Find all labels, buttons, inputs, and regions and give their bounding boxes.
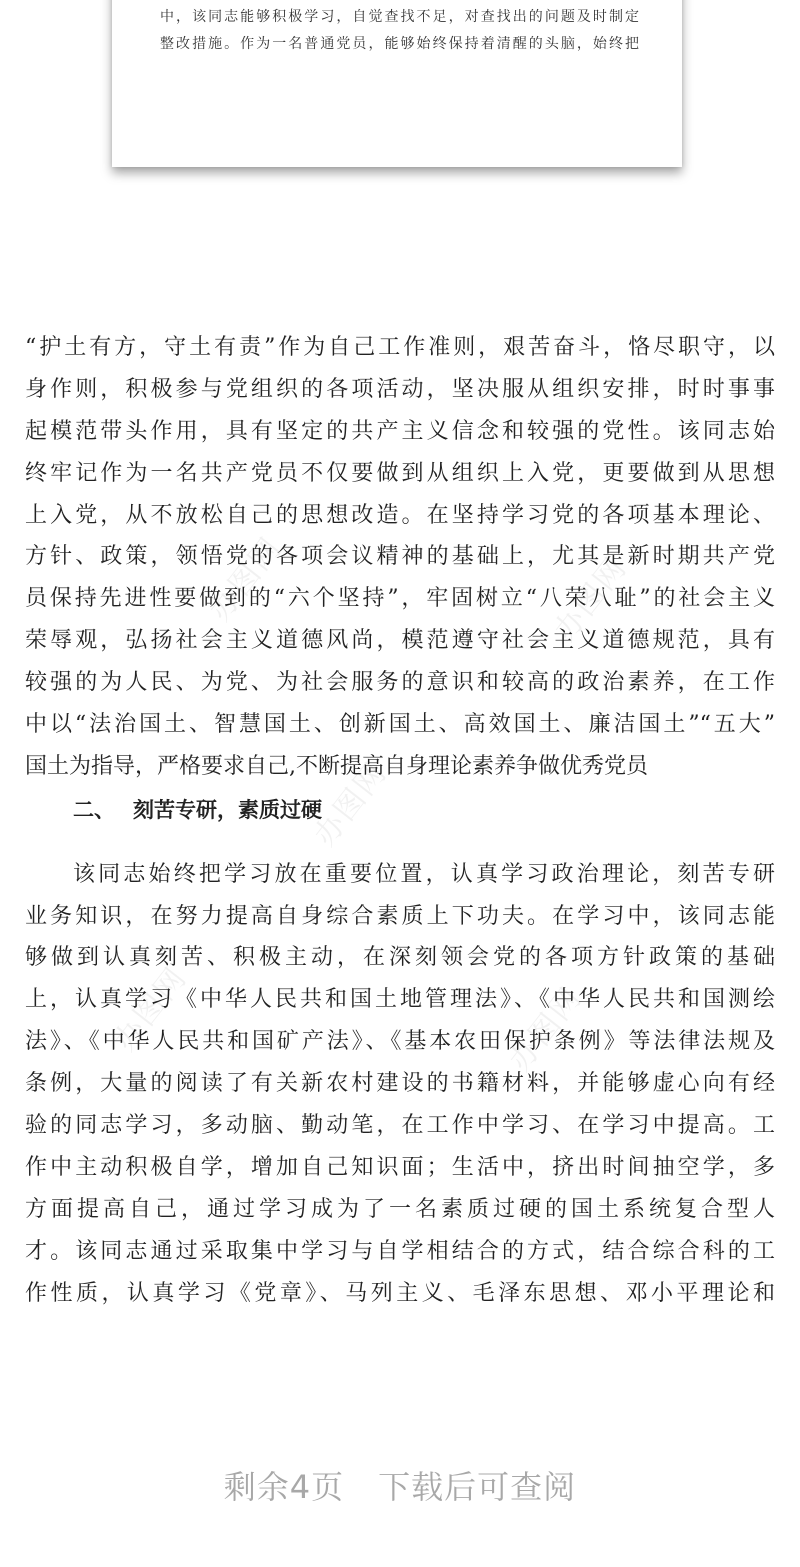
text-line: 业务知识，在努力提高自身综合素质上下功夫。在学习中，该同志能: [25, 903, 775, 929]
text-line: 荣辱观，弘扬社会主义道德风尚，模范遵守社会主义道德规范，具有: [25, 628, 775, 654]
text-line: 作中主动积极自学，增加自己知识面；生活中，挤出时间抽空学，多: [25, 1154, 775, 1180]
text-line: 国土为指导，严格要求自己,不断提高自身理论素养争做优秀党员: [25, 753, 648, 779]
paragraph-2: [25, 854, 775, 1315]
text-line: 上入党，从不放松自己的思想改造。在坚持学习党的各项基本理论、: [25, 502, 775, 528]
text-line: 上，认真学习《中华人民共和国土地管理法》、《中华人民共和国测绘: [25, 987, 775, 1013]
paragraph-1: [25, 327, 775, 788]
text-line: 较强的为人民、为党、为社会服务的意识和较高的政治素养，在工作: [25, 670, 775, 696]
preview-page-text: [160, 0, 640, 58]
section-number: 二、: [73, 797, 115, 822]
text-line: 中以“法治国土、智慧国土、创新国土、高效国土、廉洁国土”“五大”: [25, 712, 775, 738]
text-line: 作性质，认真学习《党章》、马列主义、毛泽东思想、邓小平理论和: [25, 1280, 775, 1306]
text-line: 方针、政策，领悟党的各项会议精神的基础上，尤其是新时期共产党: [25, 544, 775, 570]
watermark: 办图网: [547, 550, 635, 648]
text-line: 够做到认真刻苦、积极主动，在深刻领会党的各项方针政策的基础: [25, 945, 775, 971]
text-line: 终牢记作为一名共产党员不仅要做到从组织上入党，更要做到从思想: [25, 460, 775, 486]
watermark: 办图网: [107, 960, 195, 1058]
text-line: 员保持先进性要做到的“六个坚持”，牢固树立“八荣八耻”的社会主义: [25, 586, 775, 612]
text-line: 身作则，积极参与党组织的各项活动，坚决服从组织安排，时时事事: [25, 376, 775, 402]
text-line: 起模范带头作用，具有坚定的共产主义信念和较强的党性。该同志始: [25, 418, 775, 444]
text-line: 法》、《中华人民共和国矿产法》、《基本农田保护条例》等法律法规及: [25, 1029, 775, 1055]
watermark: 办图网: [202, 530, 290, 628]
text-line: 方面提高自己，通过学习成为了一名素质过硬的国土系统复合型人: [25, 1196, 775, 1222]
section-title: 刻苦专研，素质过硬: [133, 797, 322, 822]
preview-line: 整改措施。作为一名普通党员，能够始终保持着清醒的头脑，始终把: [160, 36, 640, 52]
text-line: 条例，大量的阅读了有关新农村建设的书籍材料，并能够虚心向有经: [25, 1071, 775, 1097]
remaining-pages-count: 剩余4页: [223, 1468, 345, 1506]
download-hint: 下载后可查阅: [378, 1468, 577, 1506]
text-line: “护土有方，守土有责”作为自己工作准则，艰苦奋斗，恪尽职守，以: [25, 335, 775, 360]
remaining-pages-banner[interactable]: [0, 1462, 800, 1508]
text-line: 该同志始终把学习放在重要位置，认真学习政治理论，刻苦专研: [73, 861, 775, 887]
text-line: 验的同志学习，多动脑、勤动笔，在工作中学习、在学习中提高。工: [25, 1113, 775, 1139]
watermark: 办图网: [502, 980, 590, 1078]
watermark: 办图网: [307, 755, 395, 853]
text-line: 才。该同志通过采取集中学习与自学相结合的方式，结合综合科的工: [25, 1238, 775, 1264]
section-heading: [25, 790, 775, 832]
preview-page-card: [112, 0, 682, 167]
document-body: [25, 327, 775, 1314]
preview-line: 中，该同志能够积极学习，自觉查找不足，对查找出的问题及时制定: [160, 9, 640, 25]
